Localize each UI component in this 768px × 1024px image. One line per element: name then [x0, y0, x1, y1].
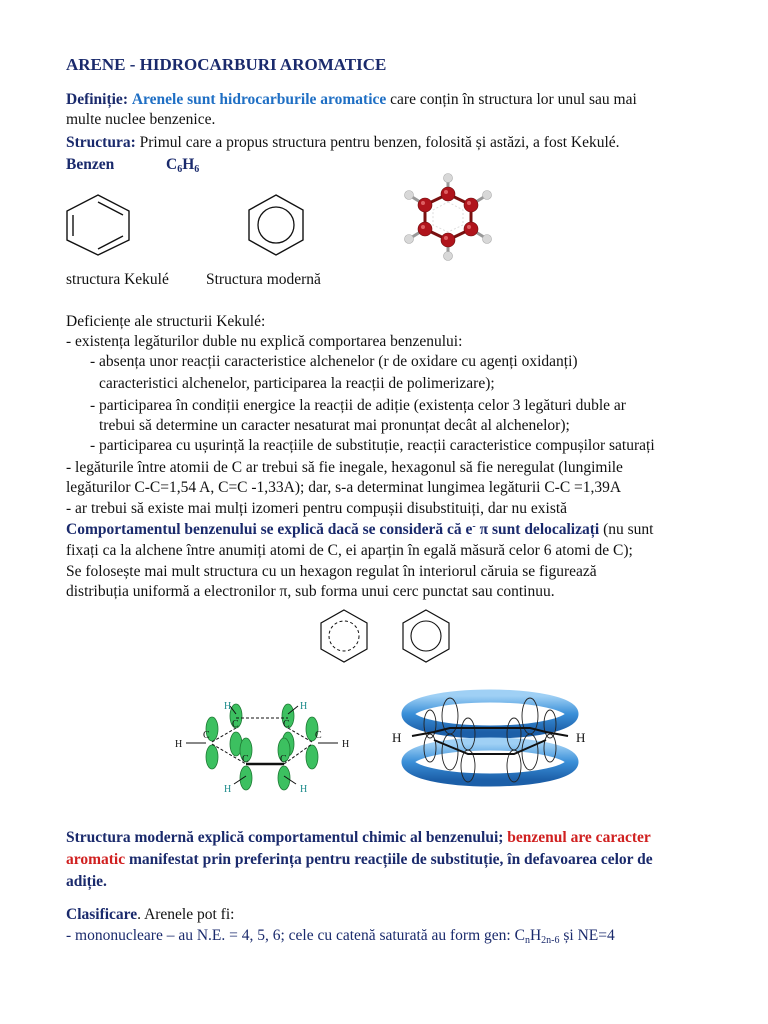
orbital-c-label: C — [283, 719, 290, 730]
delocalization-line-2: fixați ca la alchene între anumiți atomi de C, ei aparțin în egală măsură celor 6 atomi de C); — [66, 542, 633, 559]
classification-line-1: Clasificare. Arenele pot fi: — [66, 906, 235, 923]
kekule-caption: structura Kekulé — [66, 271, 169, 288]
orbital-c-label: C — [203, 730, 210, 741]
cloud-h-label: H — [392, 730, 402, 745]
orbital-c-label: C — [315, 730, 322, 741]
deficiencies-heading: Deficiențe ale structurii Kekulé: — [66, 313, 266, 330]
deficiency-line: - ar trebui să existe mai mulți izomeri pentru compușii disubstituiți, dar nu există — [66, 500, 568, 517]
orbital-h-label: H — [224, 784, 232, 795]
deficiency-line: - existența legăturilor duble nu explică comportarea benzenului: — [66, 333, 463, 350]
ball-and-stick-model — [398, 172, 498, 262]
structure-line — [66, 133, 620, 153]
orbital-h-label: H — [175, 739, 183, 750]
modern-explanation-line-2: aromatic manifestat prin preferința pentru reacțiile de substituție, în defavoarea celor de — [66, 851, 653, 868]
benzene-formula: $C_6H_6$ — [166, 156, 200, 175]
definition-line-1 — [66, 90, 637, 110]
orbital-c-label: C — [280, 754, 287, 765]
orbital-h-label: H — [342, 739, 350, 750]
definition-rest: care conțin în structura lor unul sau mai — [386, 91, 637, 108]
deficiency-line: - participarea în condiții energice la reacții de adiție (existența celor 3 legături duble ar — [90, 397, 626, 414]
dashed-circle-benzene — [318, 608, 370, 664]
orbital-c-label: C — [242, 754, 249, 765]
orbital-c-label: C — [232, 719, 239, 730]
modern-explanation-line-1: Structura modernă explică comportamentul chimic al benzenului; benzenul are caracter — [66, 829, 651, 846]
deficiency-line: caracteristici alchenelor, participarea la reacții de polimerizare); — [99, 375, 495, 392]
delocalization-line-3: Se folosește mai mult structura cu un hexagon regulat în interiorul căruia se figurează — [66, 563, 597, 580]
structure-text: Primul care a propus structura pentru benzen, folosită și astăzi, a fost Kekulé. — [135, 134, 620, 151]
deficiency-line: - absența unor reacții caracteristice alchenelor (r de oxidare cu agenți oxidanți) — [90, 353, 578, 370]
definition-line-2: multe nuclee benzenice. — [66, 111, 216, 128]
delocalization-line-1: Comportamentul benzenului se explică dacă se consideră că e- π sunt delocalizați (nu sunt — [66, 521, 654, 538]
deficiency-line: - participarea cu ușurință la reacțiile de substituție, reacții caracteristice compușilor saturați — [90, 437, 655, 454]
modern-caption: Structura modernă — [206, 271, 321, 288]
modern-structure-diagram — [243, 192, 309, 258]
delocalization-line-4: distribuția uniformă a electronilor π, sub forma unui cerc punctat sau continuu. — [66, 583, 555, 600]
deficiency-line: - legăturile între atomii de C ar trebui să fie inegale, hexagonul să fie neregulat (lungimile — [66, 459, 623, 476]
definition-highlight: Arenele sunt hidrocarburile aromatice — [131, 91, 387, 108]
p-orbital-diagram — [172, 698, 362, 798]
orbital-h-label: H — [300, 701, 308, 712]
solid-circle-benzene — [400, 608, 452, 664]
orbital-h-label: H — [224, 701, 232, 712]
deficiency-line: trebui să determine un caracter nesaturat mai pronunțat decât al alchenelor); — [99, 417, 570, 434]
kekule-structure-diagram — [60, 192, 136, 258]
deficiency-line: legăturilor C-C=1,54 A, C=C -1,33A); dar, s-a determinat lungimea legăturii C-C =1,39A — [66, 479, 622, 496]
benzene-label: Benzen — [66, 156, 115, 173]
structure-label: Structura: — [66, 134, 136, 151]
cloud-h-label: H — [576, 730, 586, 745]
page-title: ARENE - HIDROCARBURI AROMATICE — [66, 55, 387, 74]
classification-line-2: - mononucleare – au N.E. = 4, 5, 6; cele cu catenă saturată au form gen: $C_nH_{2n-6}$ și NE=4 — [66, 927, 615, 946]
orbital-h-label: H — [300, 784, 308, 795]
modern-explanation-line-3: adiție. — [66, 873, 107, 890]
pi-electron-cloud-diagram — [392, 690, 588, 790]
definition-label: Definiție: — [66, 91, 128, 108]
